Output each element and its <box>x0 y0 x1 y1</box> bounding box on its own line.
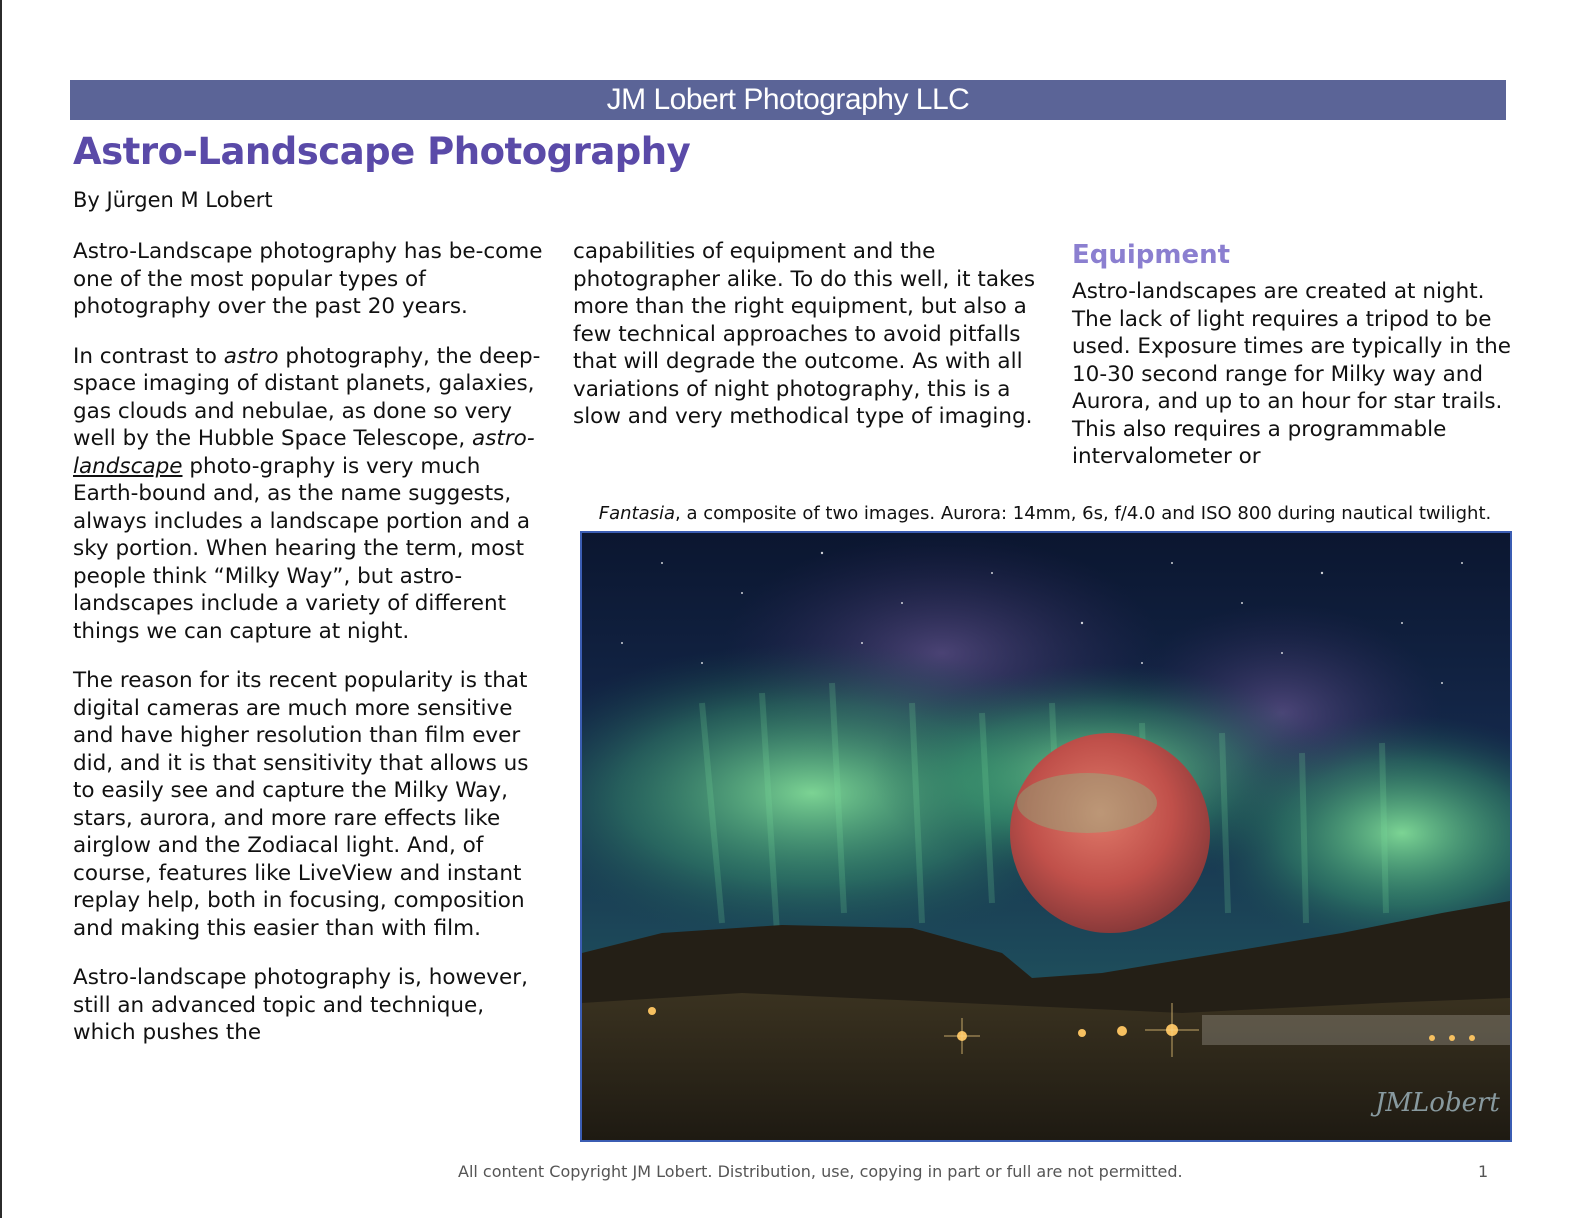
paragraph-text: photo-graphy is very much Earth-bound and, as the name suggests, always includes a landscape portion and a sky portion. When hearing the term, most people think “Milky Way”, but astro-landscapes include a variety of different things we can capture at night. <box>73 453 531 644</box>
figure-caption <box>580 503 1510 524</box>
header-banner: JM Lobert Photography LLC <box>70 80 1506 120</box>
caption-text: , a composite of two images. Aurora: 14mm, 6s, f/4.0 and ISO 800 during nautical twilight. <box>675 503 1492 524</box>
emphasis-landscape: landscape <box>73 453 183 479</box>
paragraph-contrast <box>73 343 543 646</box>
emphasis-prefix: astro- <box>472 426 535 451</box>
paragraph-popularity: The reason for its recent popularity is that digital cameras are much more sensitive and have higher resolution than film ever did, and it is that sensitivity that allows us to easily see and capture the Milky Way, stars, aurora, and more rare effects like airglow and the Zodiacal light. And, of course, features like LiveView and instant replay help, both in focusing, composition and making this easier than with film. <box>73 668 529 941</box>
article-column-1 <box>73 238 543 1069</box>
paragraph-capabilities: capabilities of equipment and the photographer alike. To do this well, it takes more than the right equipment, but also a few technical approaches to avoid pitfalls that will degrade the outcome. As with all variations of night photography, this is a slow and very methodical type of imaging. <box>573 239 1036 429</box>
article-column-2 <box>573 238 1043 453</box>
byline: By Jürgen M Lobert <box>73 188 273 212</box>
paragraph-advanced: Astro-landscape photography is, however, still an advanced topic and technique, which pushes the <box>73 965 528 1045</box>
article-column-3 <box>1072 238 1512 493</box>
page-title: Astro-Landscape Photography <box>73 130 691 173</box>
page-number: 1 <box>1478 1162 1489 1181</box>
paragraph-equipment: Astro-landscapes are created at night. The lack of light requires a tripod to be used. Exposure times are typically in the 10-30 second range for Milky way and Aurora, and up to an hour for star trails. This also requires a programmable intervalometer or <box>1072 279 1511 469</box>
emphasis-astro: astro <box>223 343 279 369</box>
page-edge-rule <box>0 0 2 1218</box>
aurora-photo <box>580 531 1512 1142</box>
aurora-photo-graphic <box>582 533 1510 1140</box>
photo-watermark: JMLobert <box>1375 1088 1500 1118</box>
paragraph-text: photography, the deep-space imaging of distant planets, galaxies, gas clouds and nebulae, as done so very well by the Hubble Space Telescope, <box>73 343 541 451</box>
paragraph-text: In contrast to <box>73 343 224 369</box>
section-heading-equipment: Equipment <box>1072 240 1231 270</box>
paragraph-intro: Astro-Landscape photography has be-come one of the most popular types of photography over the past 20 years. <box>73 239 543 319</box>
caption-title: Fantasia <box>598 503 676 524</box>
copyright-footer: All content Copyright JM Lobert. Distribution, use, copying in part or full are not permitted. <box>458 1162 1183 1181</box>
